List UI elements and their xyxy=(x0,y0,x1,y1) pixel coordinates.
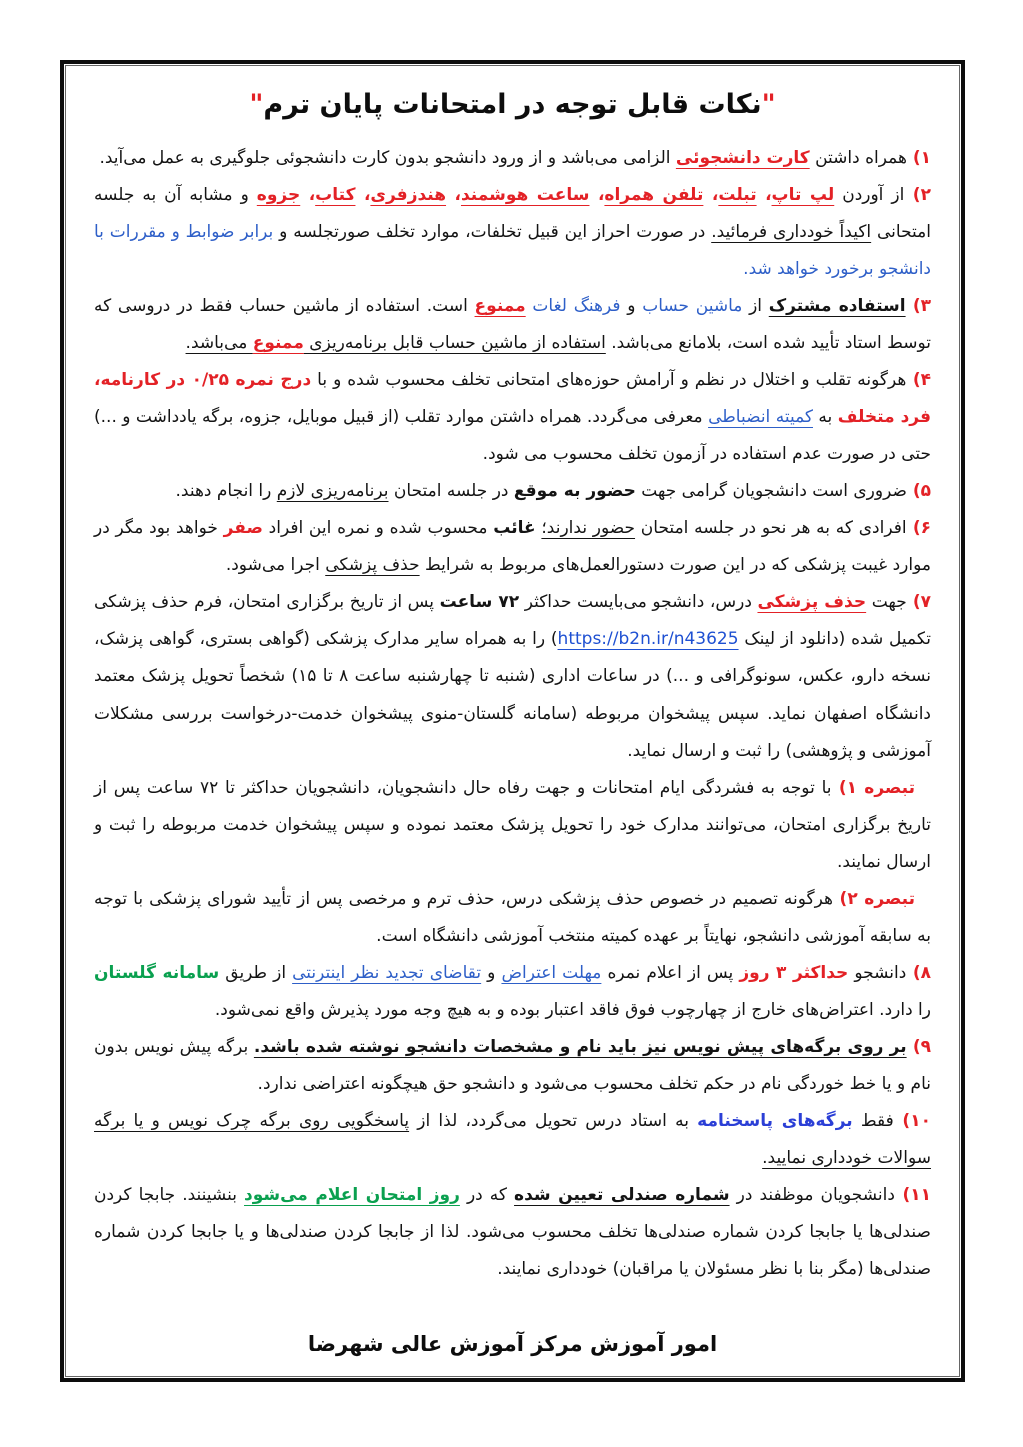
text-segment: ساعت هوشمند xyxy=(460,184,590,205)
item-number: ۷) xyxy=(906,592,931,613)
text-segment: را انجام دهند. xyxy=(175,481,277,502)
text-segment: درج نمره ۰/۲۵ در کارنامه، فرد متخلف xyxy=(94,370,931,428)
text-segment: حضور به موقع xyxy=(513,481,636,502)
text-segment: دانشجویان موظفند در xyxy=(729,1185,895,1206)
text-segment: به xyxy=(813,407,838,428)
text-segment: محسوب شده و نمره این افراد xyxy=(262,518,494,539)
text-segment: می‌باشد. xyxy=(185,333,253,354)
text-segment: ممنوع xyxy=(252,333,304,354)
text-segment: تقاضای تجدید نظر اینترنتی xyxy=(292,962,482,983)
item-number: ۱۰) xyxy=(893,1111,931,1132)
text-segment: سامانه گلستان xyxy=(94,962,220,983)
text-segment: درس، دانشجو می‌بایست حداکثر xyxy=(519,592,758,613)
text-segment: فقط xyxy=(852,1111,894,1132)
item-8 xyxy=(94,955,931,1029)
text-segment: جهت xyxy=(866,592,907,613)
text-segment: صفر xyxy=(223,518,263,539)
text-segment: ، xyxy=(756,184,772,205)
text-segment: تبلت xyxy=(718,184,757,205)
text-segment: ، xyxy=(703,184,719,205)
text-segment: الزامی می‌باشد و از ورود دانشجو بدون کارت دانشجوئی جلوگیری به عمل می‌آید. xyxy=(99,147,676,168)
text-segment: روز امتحان اعلام می‌شود xyxy=(244,1185,460,1206)
text-segment: ماشین حساب xyxy=(642,295,743,316)
text-segment: و xyxy=(481,962,502,983)
text-segment: در جلسه امتحان xyxy=(388,481,514,502)
item-number: ۹) xyxy=(906,1036,931,1057)
text-segment: بر روی برگه‌های پیش نویس نیز باید نام و مشخصات دانشجو نوشته شده باشد. xyxy=(253,1036,907,1057)
page-title xyxy=(94,86,931,124)
text-segment: جزوه xyxy=(256,184,301,205)
text-segment: ضروری است دانشجویان گرامی جهت xyxy=(635,481,907,502)
text-segment: حذف پزشکی xyxy=(325,555,420,576)
item-number: ۴) xyxy=(906,370,931,391)
text-segment: به استاد درس تحویل می‌گردد، لذا از xyxy=(409,1111,698,1132)
medical-drop-form-link[interactable]: https://b2n.ir/n43625 xyxy=(557,629,739,650)
text-segment: معرفی می‌گردد. همراه داشتن موارد تقلب (از قبیل موبایل، جزوه، برگه یادداشت و ...) حتی در صورت عدم استفاده در آزمون تخلف محسوب می شود. xyxy=(94,407,931,465)
text-segment: افرادی که به هر نحو در جلسه امتحان xyxy=(635,518,907,539)
footer-signature: امور آموزش مرکز آموزش عالی شهرضا xyxy=(307,1332,718,1357)
text-segment: استفاده مشترک xyxy=(768,295,906,316)
text-segment: اجرا می‌شود. xyxy=(225,555,326,576)
text-segment: و مشابه آن به جلسه امتحانی xyxy=(94,184,932,242)
text-segment: ) را به همراه سایر مدارک پزشکی (گواهی بستری، گواهی پزشک، نسخه دارو، عکس، سونوگرافی و ...) در ساعات اداری (شنبه تا چهارشنبه ساعت ۸ تا ۱۵) شخصاً تحویل پزشک معتمد دانشگاه اصفهان نماید. سپس پیشخوان مربوطه (سامانه گلستان-منوی پیشخوان خدمت-درخواست بررسی مشکلات آموزشی و پژوهشی) را ثبت و ارسال نماید. xyxy=(94,629,931,761)
text-segment: تبصره ۲) xyxy=(833,888,915,909)
item-number: ۱۱) xyxy=(894,1185,932,1206)
text-segment: ، xyxy=(589,184,605,205)
text-segment: که در xyxy=(459,1185,515,1206)
title-text: نکات قابل توجه در امتحانات پایان ترم xyxy=(263,89,762,120)
item-7 xyxy=(94,584,931,769)
text-segment: ، xyxy=(446,184,461,205)
text-segment: هرگونه تقلب و اختلال در نظم و آرامش حوزه‌های امتحانی تخلف محسوب شده و با xyxy=(311,370,907,391)
text-segment: کتاب xyxy=(315,184,356,205)
text-segment: همراه داشتن xyxy=(809,147,907,168)
text-segment: و xyxy=(620,295,643,316)
item-5 xyxy=(94,473,931,510)
text-segment: از آوردن xyxy=(834,184,905,205)
text-segment: هرگونه تصمیم در خصوص حذف پزشکی درس، حذف ترم و مرخصی پس از تأیید شورای پزشکی با توجه به سابقه آموزشی دانشجو، نهایتاً بر عهده کمیته منتخب آموزشی دانشگاه است. xyxy=(94,888,931,946)
item-10 xyxy=(94,1103,931,1177)
text-segment: استفاده از ماشین حساب قابل برنامه‌ریزی xyxy=(303,333,606,354)
item-number: ۵) xyxy=(906,481,931,502)
item-number: ۳) xyxy=(905,295,931,316)
item-number: ۱) xyxy=(906,147,931,168)
text-segment: از xyxy=(742,295,769,316)
item-9 xyxy=(94,1029,931,1103)
item-number: ۲) xyxy=(904,184,931,205)
item-3 xyxy=(94,288,931,362)
item-1 xyxy=(94,140,931,177)
text-segment: غائب xyxy=(493,518,536,539)
text-segment: بنشینند. جابجا کردن صندلی‌ها یا جابجا کردن شماره صندلی‌ها تخلف محسوب می‌شود. لذا از جابجا کردن صندلی‌ها و یا جابجا کردن شماره صندلی‌ها (مگر بنا با نظر مسئولان یا مراقبان) خودداری نمایند. xyxy=(94,1185,931,1280)
title-open-quote: " xyxy=(761,89,776,120)
text-segment: ممنوع xyxy=(474,295,526,316)
text-segment: پس از تاریخ برگزاری امتحان، فرم حذف پزشکی تکمیل شده (دانلود از لینک xyxy=(94,592,931,650)
text-segment: اکیداً خودداری فرمائید. xyxy=(711,221,872,242)
title-close-quote: " xyxy=(249,89,264,120)
text-segment: کارت دانشجوئی xyxy=(675,147,810,168)
text-segment: تبصره ۱) xyxy=(831,777,915,798)
item-6 xyxy=(94,510,931,584)
item-2 xyxy=(94,177,931,288)
text-segment: کمیته انضباطی xyxy=(708,407,813,428)
text-segment: را دارد. اعتراض‌های خارج از چهارچوب فوق فاقد اعتبار بوده و به هیچ وجه مورد پذیرش واقع نمی‌شود. xyxy=(214,999,931,1020)
text-segment: با توجه به فشردگی ایام امتحانات و جهت رفاه حال دانشجویان، دانشجویان حداکثر تا ۷۲ ساعت پس از تاریخ برگزاری امتحان، می‌توانند مدارک خود را تحویل پزشک معتمد نموده و سپس پیشخوان خدمت مربوطه را ثبت و ارسال نمایند. xyxy=(94,777,931,872)
text-segment: شماره صندلی تعیین شده xyxy=(514,1185,730,1206)
text-segment: است. استفاده از ماشین حساب فقط در دروسی که توسط استاد تأیید شده است، بلامانع می‌باشد. xyxy=(94,295,931,354)
text-segment: برگه پیش نویس بدون نام و یا خط خوردگی نام در حکم تخلف محسوب می‌شود و دانشجو حق هیچگونه اعتراضی ندارد. xyxy=(94,1036,931,1094)
item-number: ۸) xyxy=(906,962,932,983)
text-segment: ، xyxy=(355,184,371,205)
document-body xyxy=(94,140,931,1288)
text-segment: پاسخگویی روی برگه چرک نویس و یا برگه سوالات خودداری نمایید. xyxy=(94,1111,931,1169)
document-border-frame xyxy=(65,65,960,1377)
text-segment: برگه‌های پاسخنامه xyxy=(697,1111,853,1132)
text-segment: حذف پزشکی xyxy=(757,592,867,613)
text-segment: برابر ضوابط و مقررات با دانشجو برخورد خواهد شد. xyxy=(94,221,931,279)
text-segment: در صورت احراز این قبیل تخلفات، موارد تخلف صورتجلسه و xyxy=(273,221,712,242)
text-segment: تلفن همراه xyxy=(604,184,704,205)
text-segment: برنامه‌ریزی لازم xyxy=(276,481,389,502)
document-page xyxy=(60,60,965,1382)
text-segment: ، xyxy=(300,184,316,205)
text-segment: هندزفری xyxy=(370,184,447,205)
item-4 xyxy=(94,362,931,473)
note-2 xyxy=(94,881,931,955)
text-segment: مهلت اعتراض xyxy=(501,962,602,983)
text-segment: فرهنگ لغات xyxy=(532,295,621,316)
item-number: ۶) xyxy=(906,518,932,539)
item-11 xyxy=(94,1177,931,1288)
text-segment: پس از اعلام نمره xyxy=(601,962,740,983)
text-segment: لپ تاپ xyxy=(771,184,835,205)
text-segment: خواهد بود مگر در موارد غیبت پزشکی که در این صورت دستورالعمل‌های مربوط به شرایط xyxy=(94,518,931,576)
text-segment: دانشجو xyxy=(848,962,907,983)
note-1 xyxy=(94,770,931,881)
text-segment: حضور ندارند؛ xyxy=(541,518,636,539)
text-segment: ۷۲ ساعت xyxy=(439,592,520,613)
text-segment: از طریق xyxy=(219,962,293,983)
text-segment: حداکثر ۳ روز xyxy=(739,962,849,983)
